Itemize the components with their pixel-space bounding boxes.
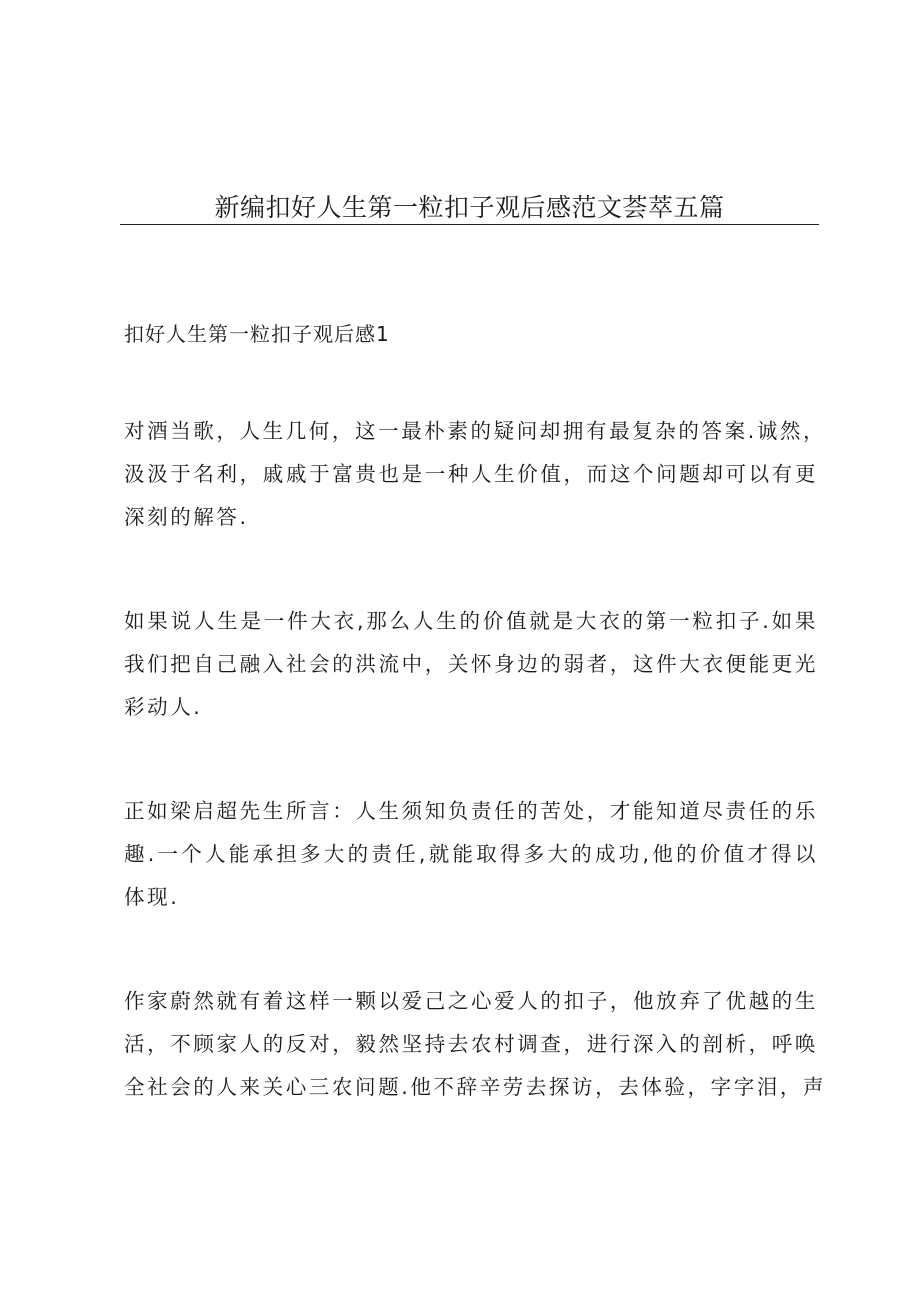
section-heading: 扣好人生第一粒扣子观后感1 [124,322,390,346]
paragraph-line: 我们把自己融入社会的洪流中，关怀身边的弱者，这件大衣便能更光 [124,652,818,676]
paragraph-line: 作家蔚然就有着这样一颗以爱己之心爱人的扣子，他放弃了优越的生 [124,989,818,1013]
paragraph-3 [124,790,818,919]
paragraph-line: 汲汲于名利，戚戚于富贵也是一种人生价值，而这个问题却可以有更 [124,462,818,486]
paragraph-line: 彩动人. [124,695,203,719]
document-title: 新编扣好人生第一粒扣子观后感范文荟萃五篇 [214,193,725,222]
paragraph-line: 活，不顾家人的反对，毅然坚持去农村调查，进行深入的剖析，呼唤 [124,1032,818,1056]
paragraph-line: 正如梁启超先生所言：人生须知负责任的苦处，才能知道尽责任的乐 [124,799,818,823]
paragraph-2 [124,600,818,729]
paragraph-line: 全社会的人来关心三农问题.他不辞辛劳去探访，去体验，字字泪，声 [124,1075,827,1099]
paragraph-4 [124,980,827,1109]
title-underline [120,224,819,225]
paragraph-line: 对酒当歌，人生几何，这一最朴素的疑问却拥有最复杂的答案.诚然， [124,419,827,443]
paragraph-1 [124,410,827,539]
paragraph-line: 如果说人生是一件大衣,那么人生的价值就是大衣的第一粒扣子.如果 [124,609,818,633]
paragraph-line: 趣.一个人能承担多大的责任,就能取得多大的成功,他的价值才得以 [124,842,818,866]
paragraph-line: 深刻的解答. [124,505,249,529]
paragraph-line: 体现. [124,885,180,909]
